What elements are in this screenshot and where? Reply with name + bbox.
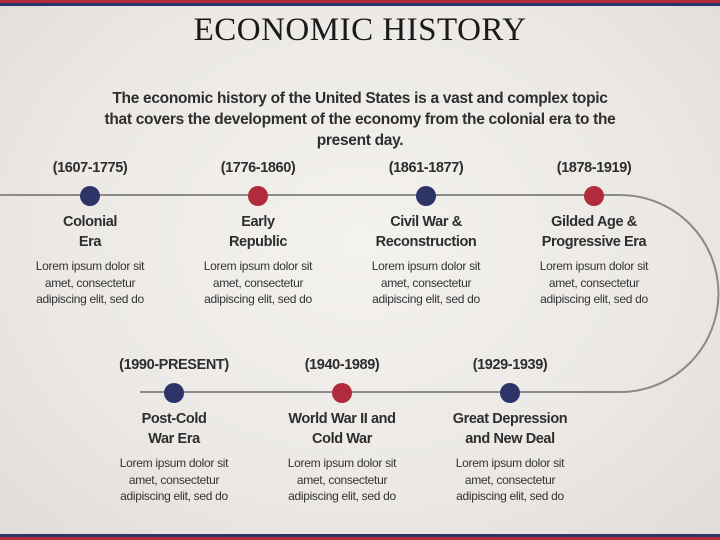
timeline-marker xyxy=(500,383,520,403)
page-title: ECONOMIC HISTORY xyxy=(193,12,527,48)
era-date: (1878-1919) xyxy=(556,160,632,176)
era-date: (1607-1775) xyxy=(52,160,128,176)
era-name: Civil War & Reconstruction xyxy=(375,214,477,250)
era-name: Gilded Age & Progressive Era xyxy=(541,214,647,250)
bottom-accent-bar xyxy=(0,534,720,540)
era-description: Lorem ipsum dolor sit amet, consectetur adipiscing elit, sed do xyxy=(35,259,145,306)
timeline-marker xyxy=(164,383,184,403)
timeline-marker xyxy=(248,186,268,206)
era-date: (1990-PRESENT) xyxy=(119,357,229,373)
era-name: Post-Cold War Era xyxy=(141,411,207,447)
era-date: (1776-1860) xyxy=(220,160,296,176)
timeline-marker xyxy=(332,383,352,403)
era-name: Great Depression and New Deal xyxy=(452,411,568,447)
era-date: (1940-1989) xyxy=(304,357,380,373)
era-description: Lorem ipsum dolor sit amet, consectetur adipiscing elit, sed do xyxy=(371,259,481,306)
era-description: Lorem ipsum dolor sit amet, consectetur adipiscing elit, sed do xyxy=(203,259,313,306)
era-name: Early Republic xyxy=(228,214,288,250)
era-description: Lorem ipsum dolor sit amet, consectetur adipiscing elit, sed do xyxy=(455,456,565,503)
timeline-marker xyxy=(416,186,436,206)
page-subtitle: The economic history of the United States is a vast and complex topic that covers the development of the economy from the colonial era to the present day. xyxy=(104,90,616,149)
era-description: Lorem ipsum dolor sit amet, consectetur adipiscing elit, sed do xyxy=(539,259,649,306)
era-description: Lorem ipsum dolor sit amet, consectetur adipiscing elit, sed do xyxy=(119,456,229,503)
era-name: World War II and Cold War xyxy=(288,411,396,447)
era-description: Lorem ipsum dolor sit amet, consectetur adipiscing elit, sed do xyxy=(287,456,397,503)
timeline-marker xyxy=(584,186,604,206)
era-date: (1929-1939) xyxy=(472,357,548,373)
era-name: Colonial Era xyxy=(63,214,117,250)
timeline-marker xyxy=(80,186,100,206)
era-date: (1861-1877) xyxy=(388,160,464,176)
